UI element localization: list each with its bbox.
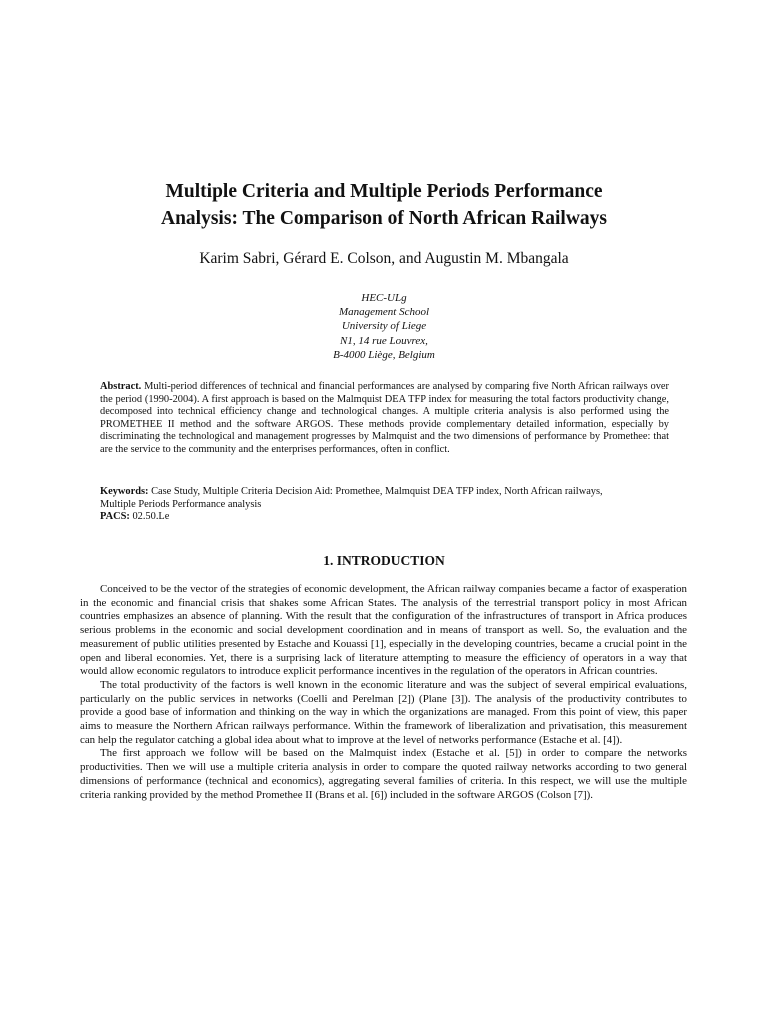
abstract-label: Abstract.	[100, 381, 142, 392]
paragraph: The first approach we follow will be based on the Malmquist index (Estache et al. [5]) in order to compare the networks productivities. Then we will use a multiple criteria analysis in order to compare the quoted railway networks according to two general dimensions of performance (technical and economics), aggregating several families of criteria. In this respect, we will use the multiple criteria ranking provided by the method Promethee II (Brans et al. [6]) included in the software ARGOS (Colson [7]).	[80, 747, 687, 801]
abstract-text: Multi-period differences of technical and financial performances are analysed by comparing five North African railways over the period (1990-2004). A first approach is based on the Malmquist DEA TFP index for measuring the total factors productivity change, decomposed into technical efficiency change and technological changes. A multiple criteria analysis is also performed using the PROMETHEE II method and the software ARGOS. These methods provide complementary detailed information, especially by discriminating the technological and management progresses by Malmquist and the two dimensions of performance by Promethee: that are the service to the community and the enterprises performances, often in conflict.	[100, 381, 669, 455]
affiliation-line: B-4000 Liège, Belgium	[333, 348, 435, 361]
keywords-text: Case Study, Multiple Criteria Decision Aid: Promethee, Malmquist DEA TFP index, North African railways,	[151, 486, 603, 497]
abstract	[100, 381, 669, 457]
affiliation-line: N1, 14 rue Louvrex,	[340, 334, 428, 347]
affiliation	[200, 291, 568, 362]
title-line-1: Multiple Criteria and Multiple Periods Performance	[165, 181, 603, 202]
keywords-block	[100, 486, 669, 524]
paragraph: The total productivity of the factors is well known in the economic literature and was the subject of several empirical evaluations, particularly on the public services in networks (Coelli and Perelman [2]) (Plane [3]). The analysis of the productivity contributes to provide a good base of information and thinking on the way in which the organizations are managed. From this point of view, this paper aims to measure the Northern African railways performance. Within the framework of liberalization and privatisation, this measurement can help the regulator catching a global idea about what to improve at the level of networks performance (Estache et al. [4]).	[80, 678, 687, 746]
keywords-label: Keywords:	[100, 486, 149, 497]
affiliation-line: Management School	[338, 306, 430, 319]
pacs-value: 02.50.Le	[132, 511, 170, 523]
affiliation-line: HEC-ULg	[361, 292, 407, 304]
paper-title	[60, 178, 708, 232]
keywords-line-2: Multiple Periods Performance analysis	[100, 498, 262, 510]
pacs-label: PACS:	[100, 511, 130, 523]
keywords-line	[100, 486, 669, 499]
affiliation-line: University of Liege	[341, 320, 427, 333]
section-heading: 1. INTRODUCTION	[323, 553, 445, 568]
author-list: Karim Sabri, Gérard E. Colson, and Augustin M. Mbangala	[199, 250, 569, 267]
pacs-line	[100, 511, 669, 524]
paragraph: Conceived to be the vector of the strategies of economic development, the African railway companies became a factor of exasperation in the economic and financial crisis that shakes some African States. The analysis of the terrestrial transport policy in most African countries emphasizes an absence of planning. With the result that the configuration of the infrastructures of transport in Africa produces serious problems in the economic and social development coordination and in means of transport as well. So, the evaluation and the measurement of public utilities presented by Estache and Kouassi [1], especially in the developing countries, became a crucial point in the open and liberal economies. Yet, there is a surprising lack of literature attempting to measure the efficiency of operators in a way that would allow economic regulators to introduce explicit performance incentives in the regulation of the operators in African countries.	[80, 583, 687, 678]
title-line-2: Analysis: The Comparison of North African Railways	[161, 208, 607, 229]
introduction-body	[80, 583, 687, 802]
